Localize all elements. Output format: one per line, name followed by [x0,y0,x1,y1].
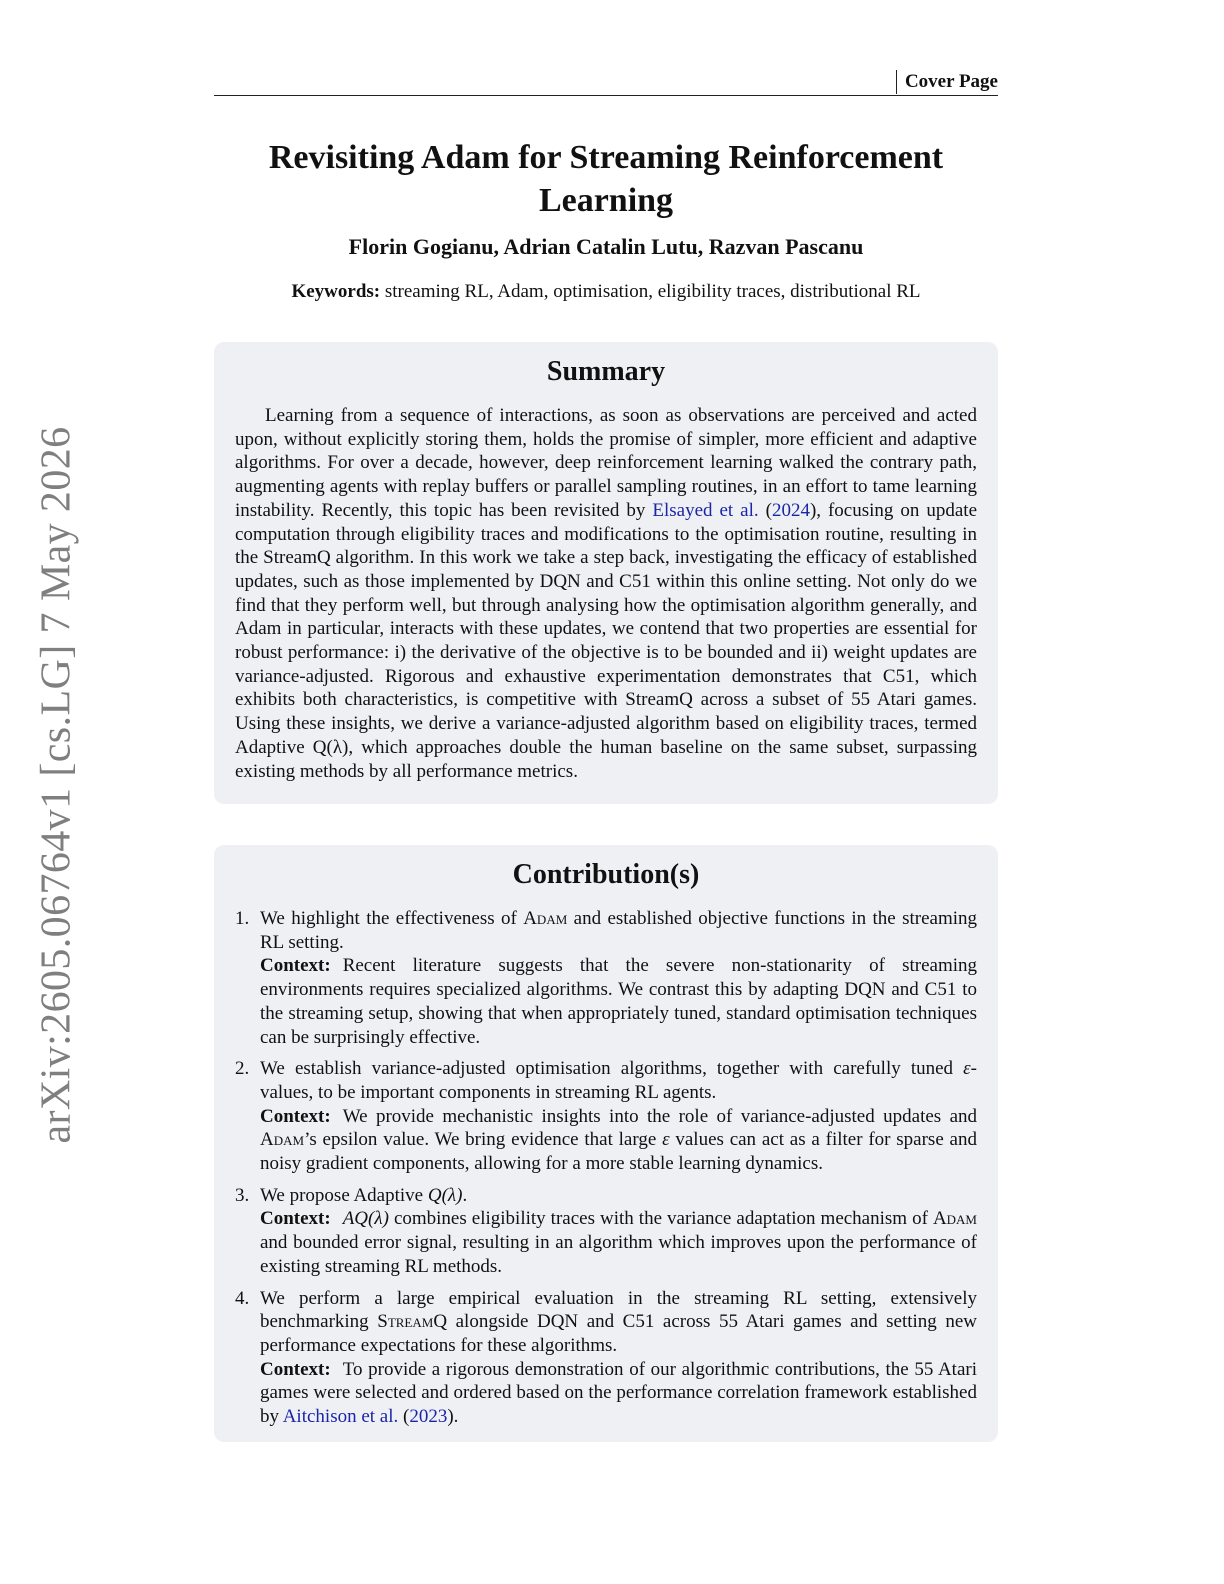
q-lambda-symbol: Q(λ) [427,1184,463,1206]
epsilon-symbol: ε [662,1129,670,1151]
keywords-line [214,280,998,304]
context-label: Context: [260,1105,331,1127]
author-list: Florin Gogianu, Adrian Catalin Lutu, Razvan Pascanu [348,234,864,259]
contribution-item [235,1184,977,1279]
contribution-context: We provide mechanistic insights into the role of variance-adjusted updates and Adam’s epsilon value. We bring evidence that large ε values can act as a filter for sparse and noisy gradient components, allowing for a more stable learning dynamics. [260,1105,977,1175]
contribution-context: To provide a rigorous demonstration of our algorithmic contributions, the 55 Atari games were selected and ordered based on the performance correlation framework established by Aitchison et al. (2023). [260,1358,977,1428]
citation-elsayed-authors[interactable]: Elsayed et al. [652,499,759,521]
keywords-label: Keywords: [291,281,381,302]
context-label: Context: [260,1358,331,1380]
contribution-context: Recent literature suggests that the severe non-stationarity of streaming environments requires specialized algorithms. We contrast this by adapting DQN and C51 to the streaming setup, showing that when appropriately tuned, standard optimisation techniques can be surprisingly effective. [260,955,977,1048]
summary-text-end: ), focusing on update computation through eligibility traces and modifications to the optimisation routine, resulting in the StreamQ algorithm. In this work we take a step back, investigating the efficacy of established updates, such as those implemented by DQN and C51 within this online setting. Not only do we find that they perform well, but through analysing how the optimisation algorithm generally, and Adam in particular, interacts with these updates, we contend that two properties are essential for robust performance: i) the derivative of the objective is to be bounded and ii) weight updates are variance-adjusted. Rigorous and exhaustive experimentation demonstrates that C51, which exhibits both characteristics, is competitive with StreamQ across a subset of 55 Atari games. Using these insights, we derive a variance-adjusted algorithm based on eligibility traces, termed Adaptive Q(λ), which approaches double the human baseline on the same subset, surpassing existing methods by all performance metrics. [235,499,977,782]
adam-name: Adam [932,1208,977,1230]
context-label: Context: [260,955,331,977]
contribution-number: 4. [235,1287,250,1309]
contributions-heading: Contribution(s) [512,859,700,890]
citation-elsayed-year[interactable]: 2024 [771,499,810,521]
summary-box [214,342,998,804]
arxiv-identifier-text: arXiv:2605.06764v1 [cs.LG] 7 May 2026 [34,426,80,1144]
page-header [214,68,998,96]
contribution-number: 2. [235,1058,250,1080]
contribution-claim: We establish variance-adjusted optimisation algorithms, together with carefully tuned ε-values, to be important components in streaming RL agents. [260,1058,977,1103]
contribution-number: 1. [235,908,250,929]
summary-heading: Summary [546,356,666,387]
aq-lambda-symbol: AQ(λ) [342,1208,389,1230]
header-label: Cover Page [896,70,998,94]
paper-title: Revisiting Adam for Streaming Reinforcement Learning [268,139,944,219]
citation-aitchison-authors[interactable]: Aitchison et al. [282,1406,399,1428]
arxiv-identifier-stamp [32,426,82,1144]
contribution-item [235,907,977,1049]
summary-paragraph: Learning from a sequence of interactions, as soon as observations are perceived and acted upon, without explicitly storing them, holds the promise of simpler, more efficient and adaptive algorithms. For over a decade, however, deep reinforcement learning walked the contrary path, augmenting agents with replay buffers or parallel sampling routines, in an effort to tame learning instability. Recently, this topic has been revisited by Elsayed et al. (2024), focusing on update computation through eligibility traces and modifications to the optimisation routine, resulting in the StreamQ algorithm. In this work we take a step back, investigating the efficacy of established updates, such as those implemented by DQN and C51 within this online setting. Not only do we find that they perform well, but through analysing how the optimisation algorithm generally, and Adam in particular, interacts with these updates, we contend that two properties are essential for robust performance: i) the derivative of the objective is to be bounded and ii) weight updates are variance-adjusted. Rigorous and exhaustive experimentation demonstrates that C51, which exhibits both characteristics, is competitive with StreamQ across a subset of 55 Atari games. Using these insights, we derive a variance-adjusted algorithm based on eligibility traces, termed Adaptive Q(λ), which approaches double the human baseline on the same subset, surpassing existing methods by all performance metrics. [235,405,977,782]
contribution-number: 3. [235,1184,250,1206]
summary-text-start: Learning from a sequence of interactions, as soon as observations are perceived and acted upon, without explicitly storing them, holds the promise of simpler, more efficient and adaptive algorithms. For over a decade, however, deep reinforcement learning walked the contrary path, augmenting agents with replay buffers or parallel sampling routines, in an effort to tame learning instability. Recently, this topic has been revisited by [235,405,977,521]
contribution-claim: We highlight the effectiveness of Adam and established objective functions in the streaming RL setting. [260,908,978,953]
contribution-claim: We perform a large empirical evaluation in the streaming RL setting, extensively benchmarking StreamQ alongside DQN and C51 across 55 Atari games and setting new performance expectations for these algorithms. [260,1287,977,1356]
contribution-claim: We propose Adaptive Q(λ). [260,1184,468,1206]
adam-name: Adam [523,908,568,929]
keywords-value: streaming RL, Adam, optimisation, eligibility traces, distributional RL [384,281,921,302]
context-label: Context: [260,1208,331,1230]
contributions-list [235,907,977,1429]
contribution-item [235,1057,977,1176]
adam-name: Adam [260,1129,305,1151]
streamq-name: StreamQ [377,1311,448,1333]
citation-aitchison-year[interactable]: 2023 [409,1406,448,1428]
contribution-item [235,1287,977,1429]
contribution-context: AQ(λ) combines eligibility traces with the variance adaptation mechanism of Adam and bounded error signal, resulting in an algorithm which improves upon the performance of existing streaming RL methods. [260,1208,977,1277]
contributions-box [214,845,998,1442]
epsilon-symbol: ε [963,1058,971,1080]
